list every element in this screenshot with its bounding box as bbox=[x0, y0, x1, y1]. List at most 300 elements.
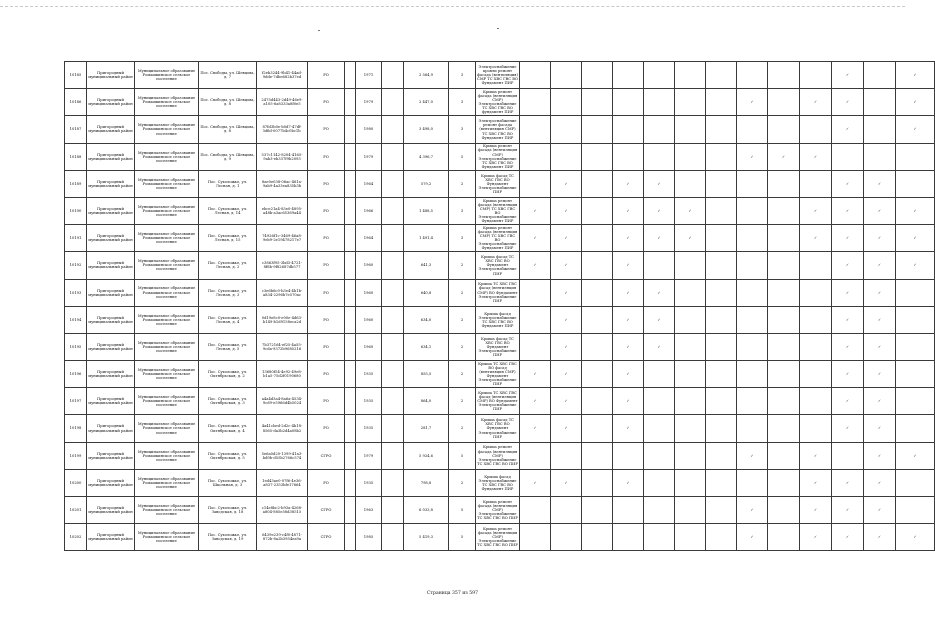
checkmark-icon: ✓ bbox=[750, 508, 754, 513]
floors-cell: 3 bbox=[449, 225, 476, 252]
fund-format-cell: СГРО bbox=[308, 524, 345, 551]
work-mark-cell bbox=[613, 524, 644, 551]
checkmark-icon: ✓ bbox=[877, 535, 882, 540]
work-mark-cell bbox=[520, 225, 551, 252]
work-mark-cell bbox=[832, 170, 864, 197]
guid-cell: 5e6a0d20-1399-41a3-bd9b-d55b2766c574 bbox=[257, 442, 308, 469]
work-mark-cell bbox=[613, 252, 644, 279]
checkmark-icon: ✓ bbox=[750, 453, 754, 458]
work-mark-cell bbox=[520, 469, 551, 496]
checkmark-icon: ✓ bbox=[913, 236, 917, 241]
row-number: 10188 bbox=[65, 143, 87, 170]
work-mark-cell bbox=[675, 89, 706, 116]
checkmark-icon: ✓ bbox=[626, 426, 630, 431]
work-mark-cell bbox=[896, 279, 935, 306]
work-mark-cell bbox=[768, 306, 800, 333]
year-built-cell: 1935 bbox=[356, 415, 382, 442]
work-mark-cell bbox=[768, 89, 800, 116]
works-list-cell: Крыша фасад ТС ХВС ГВС ВО Фундамент Электроснабжение ПИР bbox=[476, 333, 520, 360]
checkmark-icon: ✓ bbox=[845, 181, 850, 186]
work-mark-cell bbox=[896, 524, 935, 551]
work-mark-cell bbox=[800, 524, 832, 551]
district-cell: Пригородный муниципальный район bbox=[87, 197, 135, 224]
address-cell: Пос. Сухоложье, ул. Школьная, д. 3 bbox=[199, 469, 257, 496]
municipality-cell: Муниципальное образование Ромашкинское сельское поселение bbox=[135, 524, 199, 551]
address-cell: Пос. Сухоложье, ул. Октябрьская, д. 4 bbox=[199, 415, 257, 442]
work-mark-cell bbox=[675, 497, 706, 524]
work-mark-cell bbox=[768, 524, 800, 551]
area-cell: 864,0 bbox=[404, 388, 449, 415]
work-mark-cell bbox=[768, 197, 800, 224]
address-cell: Пос. Сухоложье, ул. Лесная, д. 2 bbox=[199, 252, 257, 279]
checkmark-icon: ✓ bbox=[626, 372, 630, 377]
work-mark-cell bbox=[520, 143, 551, 170]
work-mark-cell bbox=[551, 333, 582, 360]
work-mark-cell bbox=[582, 306, 613, 333]
work-mark-cell bbox=[551, 225, 582, 252]
guid-cell: 6439e239-c4f0-4871-872b-8a2b3954ea9a bbox=[257, 524, 308, 551]
table-row bbox=[65, 116, 935, 143]
floors-cell: 2 bbox=[449, 279, 476, 306]
fund-format-cell: РО bbox=[308, 197, 345, 224]
work-mark-cell bbox=[800, 415, 832, 442]
year-built-cell: 1985 bbox=[356, 524, 382, 551]
work-mark-cell bbox=[832, 252, 864, 279]
district-cell: Пригородный муниципальный район bbox=[87, 361, 135, 388]
fund-format-cell: РО bbox=[308, 89, 345, 116]
checkmark-icon: ✓ bbox=[750, 154, 754, 159]
works-list-cell: Электроснабжение ремонт фасада (вентиляция СМР) ТС ХВС ГВС ВО Фундамент ПИР bbox=[476, 116, 520, 143]
work-mark-cell bbox=[520, 306, 551, 333]
year-built-cell: 1964 bbox=[356, 170, 382, 197]
work-mark-cell bbox=[800, 252, 832, 279]
work-mark-cell bbox=[613, 361, 644, 388]
empty-cell bbox=[345, 170, 356, 197]
work-mark-cell bbox=[520, 116, 551, 143]
municipality-cell: Муниципальное образование Ромашкинское сельское поселение bbox=[135, 361, 199, 388]
address-cell: Пос. Сухоложье, ул. Лесная, д. 15 bbox=[199, 225, 257, 252]
work-mark-cell bbox=[644, 279, 675, 306]
work-mark-cell bbox=[800, 469, 832, 496]
work-mark-cell bbox=[613, 170, 644, 197]
work-mark-cell bbox=[864, 415, 896, 442]
district-cell: Пригородный муниципальный район bbox=[87, 170, 135, 197]
work-mark-cell bbox=[520, 524, 551, 551]
work-mark-cell bbox=[582, 442, 613, 469]
work-mark-cell bbox=[613, 279, 644, 306]
checkmark-icon: ✓ bbox=[657, 236, 661, 241]
district-cell: Пригородный муниципальный район bbox=[87, 252, 135, 279]
checkmark-icon: ✓ bbox=[533, 480, 537, 485]
work-mark-cell bbox=[551, 306, 582, 333]
work-mark-cell bbox=[864, 388, 896, 415]
work-mark-cell bbox=[737, 225, 768, 252]
address-cell: Пос. Сухоложье, ул. Октябрьская, д. 2 bbox=[199, 361, 257, 388]
municipality-cell: Муниципальное образование Ромашкинское сельское поселение bbox=[135, 469, 199, 496]
empty-cell bbox=[382, 469, 404, 496]
work-mark-cell bbox=[706, 197, 737, 224]
work-mark-cell bbox=[800, 116, 832, 143]
address-cell: Пос. Свободы, ул. Шевцова, д. 7 bbox=[199, 62, 257, 89]
district-cell: Пригородный муниципальный район bbox=[87, 225, 135, 252]
municipality-cell: Муниципальное образование Ромашкинское сельское поселение bbox=[135, 279, 199, 306]
work-mark-cell bbox=[644, 442, 675, 469]
row-number: 10186 bbox=[65, 89, 87, 116]
work-mark-cell bbox=[551, 89, 582, 116]
work-mark-cell bbox=[613, 197, 644, 224]
address-cell: Пос. Свободы, ул. Шевцова, д. 9 bbox=[199, 143, 257, 170]
floors-cell: 5 bbox=[449, 442, 476, 469]
work-mark-cell bbox=[864, 306, 896, 333]
work-mark-cell bbox=[800, 197, 832, 224]
checkmark-icon: ✓ bbox=[688, 208, 692, 213]
work-mark-cell bbox=[613, 415, 644, 442]
work-mark-cell bbox=[832, 524, 864, 551]
work-mark-cell bbox=[832, 89, 864, 116]
work-mark-cell bbox=[832, 197, 864, 224]
area-cell: 1 491,4 bbox=[404, 225, 449, 252]
work-mark-cell bbox=[582, 333, 613, 360]
work-mark-cell bbox=[551, 116, 582, 143]
empty-cell bbox=[382, 415, 404, 442]
work-mark-cell bbox=[832, 361, 864, 388]
work-mark-cell bbox=[800, 89, 832, 116]
table-row bbox=[65, 306, 935, 333]
work-mark-cell bbox=[896, 116, 935, 143]
municipality-cell: Муниципальное образование Ромашкинское сельское поселение bbox=[135, 333, 199, 360]
district-cell: Пригородный муниципальный район bbox=[87, 279, 135, 306]
work-mark-cell bbox=[896, 89, 935, 116]
empty-cell bbox=[382, 279, 404, 306]
work-mark-cell bbox=[706, 89, 737, 116]
work-mark-cell bbox=[582, 89, 613, 116]
work-mark-cell bbox=[675, 442, 706, 469]
checkmark-icon: ✓ bbox=[533, 372, 537, 377]
scan-speck bbox=[497, 28, 499, 29]
guid-cell: 0d19e8c0-e00e-4d63-b149-b1d9158eca2d bbox=[257, 306, 308, 333]
works-list-cell: Крыша ТС ХВС ГВС фасад (вентиляция СМР) ВО Фундамент Электроснабжение ПИР bbox=[476, 279, 520, 306]
work-mark-cell bbox=[644, 333, 675, 360]
work-mark-cell bbox=[675, 170, 706, 197]
district-cell: Пригородный муниципальный район bbox=[87, 306, 135, 333]
checkmark-icon: ✓ bbox=[845, 535, 850, 540]
checkmark-icon: ✓ bbox=[813, 480, 818, 485]
checkmark-icon: ✓ bbox=[845, 426, 850, 431]
work-mark-cell bbox=[768, 116, 800, 143]
fund-format-cell: РО bbox=[308, 333, 345, 360]
checkmark-icon: ✓ bbox=[845, 263, 850, 268]
address-cell: Пос. Сухоложье, ул. Заводская, д. 18 bbox=[199, 497, 257, 524]
row-number: 10201 bbox=[65, 497, 87, 524]
floors-cell: 2 bbox=[449, 252, 476, 279]
empty-cell bbox=[345, 333, 356, 360]
work-mark-cell bbox=[800, 143, 832, 170]
work-mark-cell bbox=[737, 469, 768, 496]
work-mark-cell bbox=[737, 361, 768, 388]
floors-cell: 5 bbox=[449, 143, 476, 170]
checkmark-icon: ✓ bbox=[813, 508, 818, 513]
guid-cell: a4a4d3a4-8a6a-4534-9cd9-e5966d4b5024 bbox=[257, 388, 308, 415]
year-built-cell: 1960 bbox=[356, 333, 382, 360]
work-mark-cell bbox=[706, 62, 737, 89]
fund-format-cell: РО bbox=[308, 415, 345, 442]
checkmark-icon: ✓ bbox=[564, 480, 568, 485]
checkmark-icon: ✓ bbox=[913, 453, 917, 458]
repair-program-table bbox=[64, 61, 935, 551]
work-mark-cell bbox=[520, 497, 551, 524]
municipality-cell: Муниципальное образование Ромашкинское сельское поселение bbox=[135, 116, 199, 143]
empty-cell bbox=[345, 225, 356, 252]
checkmark-icon: ✓ bbox=[533, 208, 537, 213]
empty-cell bbox=[345, 497, 356, 524]
work-mark-cell bbox=[675, 143, 706, 170]
area-cell: 5 419,3 bbox=[404, 524, 449, 551]
work-mark-cell bbox=[551, 415, 582, 442]
row-number: 10189 bbox=[65, 170, 87, 197]
checkmark-icon: ✓ bbox=[564, 236, 568, 241]
floors-cell: 5 bbox=[449, 524, 476, 551]
work-mark-cell bbox=[644, 415, 675, 442]
table-row bbox=[65, 469, 935, 496]
floors-cell: 2 bbox=[449, 469, 476, 496]
works-list-cell: Крыша ремонт фасада (вентиляция СМР) Электроснабжение ТС ХВС ГВС ВО фундамент ПИР bbox=[476, 89, 520, 116]
area-cell: 3 498,0 bbox=[404, 116, 449, 143]
work-mark-cell bbox=[800, 442, 832, 469]
table-row bbox=[65, 415, 935, 442]
work-mark-cell bbox=[613, 388, 644, 415]
empty-cell bbox=[382, 388, 404, 415]
work-mark-cell bbox=[768, 279, 800, 306]
area-cell: 634,0 bbox=[404, 306, 449, 333]
checkmark-icon: ✓ bbox=[564, 263, 568, 268]
checkmark-icon: ✓ bbox=[877, 290, 882, 295]
works-list-cell: Крыша фасад ТС ХВС ГВС ВО Фундамент Электроснабжение ПИР bbox=[476, 252, 520, 279]
work-mark-cell bbox=[520, 361, 551, 388]
work-mark-cell bbox=[644, 62, 675, 89]
work-mark-cell bbox=[864, 361, 896, 388]
work-mark-cell bbox=[768, 361, 800, 388]
checkmark-icon: ✓ bbox=[877, 317, 882, 322]
work-mark-cell bbox=[551, 252, 582, 279]
work-mark-cell bbox=[832, 497, 864, 524]
floors-cell: 3 bbox=[449, 89, 476, 116]
work-mark-cell bbox=[706, 333, 737, 360]
table-row bbox=[65, 197, 935, 224]
table-row bbox=[65, 497, 935, 524]
district-cell: Пригородный муниципальный район bbox=[87, 415, 135, 442]
checkmark-icon: ✓ bbox=[626, 181, 630, 186]
work-mark-cell bbox=[644, 388, 675, 415]
work-mark-cell bbox=[832, 469, 864, 496]
floors-cell: 2 bbox=[449, 306, 476, 333]
work-mark-cell bbox=[737, 388, 768, 415]
checkmark-icon: ✓ bbox=[913, 263, 917, 268]
checkmark-icon: ✓ bbox=[845, 317, 850, 322]
work-mark-cell bbox=[644, 361, 675, 388]
year-built-cell: 1960 bbox=[356, 279, 382, 306]
checkmark-icon: ✓ bbox=[877, 372, 882, 377]
address-cell: Пос. Сухоложье, ул. Лесная, д. 14 bbox=[199, 197, 257, 224]
work-mark-cell bbox=[675, 252, 706, 279]
work-mark-cell bbox=[706, 279, 737, 306]
work-mark-cell bbox=[675, 116, 706, 143]
floors-cell: 2 bbox=[449, 415, 476, 442]
year-built-cell: 1971 bbox=[356, 62, 382, 89]
empty-cell bbox=[382, 116, 404, 143]
year-built-cell: 1979 bbox=[356, 442, 382, 469]
work-mark-cell bbox=[800, 170, 832, 197]
district-cell: Пригородный муниципальный район bbox=[87, 388, 135, 415]
works-list-cell: Крыша ремонт фасада (вентиляция СМР) ТС ХВС ГВС ВО Электроснабжение Фундамент ПИР bbox=[476, 197, 520, 224]
municipality-cell: Муниципальное образование Ромашкинское сельское поселение bbox=[135, 143, 199, 170]
fund-format-cell: РО bbox=[308, 170, 345, 197]
work-mark-cell bbox=[706, 415, 737, 442]
guid-cell: 4a41cbed-2d2c-4b18-8565-da3b2d4a08b2 bbox=[257, 415, 308, 442]
guid-cell: ebce21a4-83e0-4895-a48b-a3ac65369a44 bbox=[257, 197, 308, 224]
year-built-cell: 1960 bbox=[356, 252, 382, 279]
year-built-cell: 1979 bbox=[356, 89, 382, 116]
work-mark-cell bbox=[864, 197, 896, 224]
empty-cell bbox=[345, 415, 356, 442]
fund-format-cell: СГРО bbox=[308, 442, 345, 469]
work-mark-cell bbox=[675, 62, 706, 89]
work-mark-cell bbox=[613, 225, 644, 252]
checkmark-icon: ✓ bbox=[657, 290, 661, 295]
row-number: 10200 bbox=[65, 469, 87, 496]
checkmark-icon: ✓ bbox=[845, 290, 850, 295]
work-mark-cell bbox=[675, 361, 706, 388]
table-row bbox=[65, 225, 935, 252]
work-mark-cell bbox=[896, 333, 935, 360]
work-mark-cell bbox=[896, 469, 935, 496]
work-mark-cell bbox=[706, 524, 737, 551]
work-mark-cell bbox=[737, 116, 768, 143]
works-list-cell: Крыша фасад Электроснабжение ТС ХВС ГВС ВО Фундамент ПИР bbox=[476, 469, 520, 496]
row-number: 10196 bbox=[65, 361, 87, 388]
work-mark-cell bbox=[706, 170, 737, 197]
guid-cell: 2475d443-2d49-46e9-a105-6a8333a8f0e5 bbox=[257, 89, 308, 116]
year-built-cell: 1935 bbox=[356, 388, 382, 415]
work-mark-cell bbox=[613, 116, 644, 143]
checkmark-icon: ✓ bbox=[813, 236, 818, 241]
checkmark-icon: ✓ bbox=[626, 236, 630, 241]
table-row bbox=[65, 361, 935, 388]
empty-cell bbox=[382, 442, 404, 469]
address-cell: Пос. Свободы, ул. Шевцова, д. 8 bbox=[199, 89, 257, 116]
address-cell: Пос. Сухоложье, ул. Лесная, д. 4 bbox=[199, 306, 257, 333]
address-cell: Пос. Сухоложье, ул. Лесная, д. 3 bbox=[199, 279, 257, 306]
floors-cell: 3 bbox=[449, 62, 476, 89]
checkmark-icon: ✓ bbox=[626, 208, 630, 213]
work-mark-cell bbox=[706, 497, 737, 524]
work-mark-cell bbox=[520, 197, 551, 224]
empty-cell bbox=[345, 279, 356, 306]
empty-cell bbox=[345, 89, 356, 116]
work-mark-cell bbox=[613, 442, 644, 469]
checkmark-icon: ✓ bbox=[657, 208, 661, 213]
empty-cell bbox=[382, 143, 404, 170]
work-mark-cell bbox=[706, 442, 737, 469]
work-mark-cell bbox=[644, 143, 675, 170]
district-cell: Пригородный муниципальный район bbox=[87, 497, 135, 524]
work-mark-cell bbox=[706, 361, 737, 388]
fund-format-cell: РО bbox=[308, 388, 345, 415]
municipality-cell: Муниципальное образование Ромашкинское сельское поселение bbox=[135, 225, 199, 252]
work-mark-cell bbox=[582, 62, 613, 89]
work-mark-cell bbox=[768, 469, 800, 496]
work-mark-cell bbox=[864, 279, 896, 306]
empty-cell bbox=[382, 524, 404, 551]
work-mark-cell bbox=[706, 469, 737, 496]
checkmark-icon: ✓ bbox=[533, 263, 537, 268]
work-mark-cell bbox=[644, 497, 675, 524]
checkmark-icon: ✓ bbox=[626, 344, 630, 349]
work-mark-cell bbox=[768, 333, 800, 360]
work-mark-cell bbox=[832, 62, 864, 89]
checkmark-icon: ✓ bbox=[877, 453, 882, 458]
row-number: 10198 bbox=[65, 415, 87, 442]
work-mark-cell bbox=[737, 252, 768, 279]
checkmark-icon: ✓ bbox=[750, 100, 754, 105]
floors-cell: 2 bbox=[449, 170, 476, 197]
empty-cell bbox=[382, 361, 404, 388]
work-mark-cell bbox=[896, 388, 935, 415]
work-mark-cell bbox=[737, 143, 768, 170]
work-mark-cell bbox=[551, 442, 582, 469]
work-mark-cell bbox=[675, 524, 706, 551]
address-cell: Пос. Сухоложье, ул. Заводская, д. 19 bbox=[199, 524, 257, 551]
fund-format-cell: РО bbox=[308, 143, 345, 170]
year-built-cell: 1935 bbox=[356, 361, 382, 388]
area-cell: 2 447,0 bbox=[404, 89, 449, 116]
work-mark-cell bbox=[675, 225, 706, 252]
empty-cell bbox=[345, 469, 356, 496]
work-mark-cell bbox=[800, 333, 832, 360]
checkmark-icon: ✓ bbox=[564, 317, 568, 322]
guid-cell: 7b372164-ef25-4a55-9cda-9372b9685216 bbox=[257, 333, 308, 360]
area-cell: 281,7 bbox=[404, 415, 449, 442]
floors-cell: 3 bbox=[449, 197, 476, 224]
work-mark-cell bbox=[864, 116, 896, 143]
work-mark-cell bbox=[768, 62, 800, 89]
table-row bbox=[65, 524, 935, 551]
work-mark-cell bbox=[896, 361, 935, 388]
work-mark-cell bbox=[520, 388, 551, 415]
work-mark-cell bbox=[613, 497, 644, 524]
work-mark-cell bbox=[864, 143, 896, 170]
municipality-cell: Муниципальное образование Ромашкинское сельское поселение bbox=[135, 89, 199, 116]
checkmark-icon: ✓ bbox=[845, 73, 850, 78]
work-mark-cell bbox=[896, 225, 935, 252]
fund-format-cell: РО bbox=[308, 361, 345, 388]
guid-cell: 1ed43ae0-07f6-4e36-a837-2353bfe17664 bbox=[257, 469, 308, 496]
work-mark-cell bbox=[582, 279, 613, 306]
checkmark-icon: ✓ bbox=[564, 344, 568, 349]
work-mark-cell bbox=[737, 415, 768, 442]
checkmark-icon: ✓ bbox=[626, 480, 630, 485]
year-built-cell: 1935 bbox=[356, 469, 382, 496]
floors-cell: 2 bbox=[449, 388, 476, 415]
address-cell: Пос. Сухоложье, ул. Лесная, д. 5 bbox=[199, 333, 257, 360]
year-built-cell: 1979 bbox=[356, 143, 382, 170]
area-cell: 641,3 bbox=[404, 252, 449, 279]
row-number: 10190 bbox=[65, 197, 87, 224]
fund-format-cell: СГРО bbox=[308, 497, 345, 524]
checkmark-icon: ✓ bbox=[877, 426, 882, 431]
work-mark-cell bbox=[832, 333, 864, 360]
guid-cell: c14e8bc2-b93a-4268-a804-885e58d38515 bbox=[257, 497, 308, 524]
work-mark-cell bbox=[737, 89, 768, 116]
